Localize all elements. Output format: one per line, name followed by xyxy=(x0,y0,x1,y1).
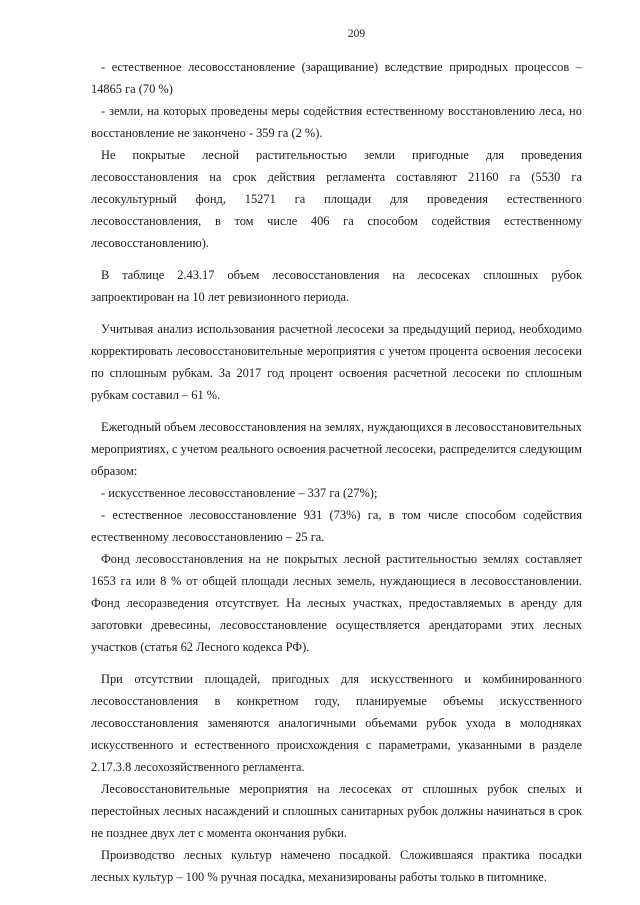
paragraph-annual-volume: Ежегодный объем лесовосстановления на землях, нуждающихся в лесовосстановительных мероприятиях, с учетом реального освоения расчетной лесосеки, распределится следующим образом: xyxy=(91,420,582,478)
paragraph-timing: Лесовосстановительные мероприятия на лесосеках от сплошных рубок спелых и перестойных лесных насаждений и сплошных санитарных рубок должны начинаться в срок не позднее двух лет с момента окончания рубки. xyxy=(91,782,582,840)
paragraph-natural: - естественное лесовосстановление 931 (73%) га, в том числе способом содействия естественному лесовосстановлению – 25 га. xyxy=(91,508,582,544)
paragraph-planting: Производство лесных культур намечено посадкой. Сложившаяся практика посадки лесных культур – 100 % ручная посадка, механизированы работы только в питомнике. xyxy=(91,848,582,884)
paragraph-natural-regeneration: - естественное лесовосстановление (заращивание) вследствие природных процессов – 14865 га (70 %) xyxy=(91,60,582,96)
paragraph-unforested-lands: Не покрытые лесной растительностью земли пригодные для проведения лесовосстановления на срок действия регламента составляют 21160 га (5530 га лесокультурный фонд, 15271 га площади для проведения естественного лесовосстановления, в том числе 406 га способом содействия естественному лесовосстановлению). xyxy=(91,148,582,250)
paragraph-artificial: - искусственное лесовосстановление – 337 га (27%); xyxy=(101,486,378,500)
paragraph-table-reference: В таблице 2.43.17 объем лесовосстановления на лесосеках сплошных рубок запроектирован на 10 лет ревизионного периода. xyxy=(91,268,582,304)
page-number: 209 xyxy=(347,28,366,40)
paragraph-replacement: При отсутствии площадей, пригодных для искусственного и комбинированного лесовосстановления в конкретном году, планируемые объемы искусственного лесовосстановления заменяются аналогичными объемами рубок ухода в молодняках искусственного и естественного происхождения с параметрами, указанными в разделе 2.17.3.8 лесохозяйственного регламента. xyxy=(91,672,582,774)
paragraph-assisted-regeneration: - земли, на которых проведены меры содействия естественному восстановлению леса, но восстановление не закончено - 359 га (2 %). xyxy=(91,104,582,140)
paragraph-analysis: Учитывая анализ использования расчетной лесосеки за предыдущий период, необходимо корректировать лесовосстановительные мероприятия с учетом процента освоения лесосеки по сплошным рубкам. За 2017 год процент освоения расчетной лесосеки по сплошным рубкам составил – 61 %. xyxy=(91,322,582,402)
paragraph-fund: Фонд лесовосстановления на не покрытых лесной растительностью землях составляет 1653 га или 8 % от общей площади лесных земель, нуждающиеся в лесовосстановлении. Фонд лесоразведения отсутствует. На лесных участках, предоставляемых в аренду для заготовки древесины, лесовосстановление осуществляется арендаторами этих лесных участков (статья 62 Лесного кодекса РФ). xyxy=(91,552,582,654)
